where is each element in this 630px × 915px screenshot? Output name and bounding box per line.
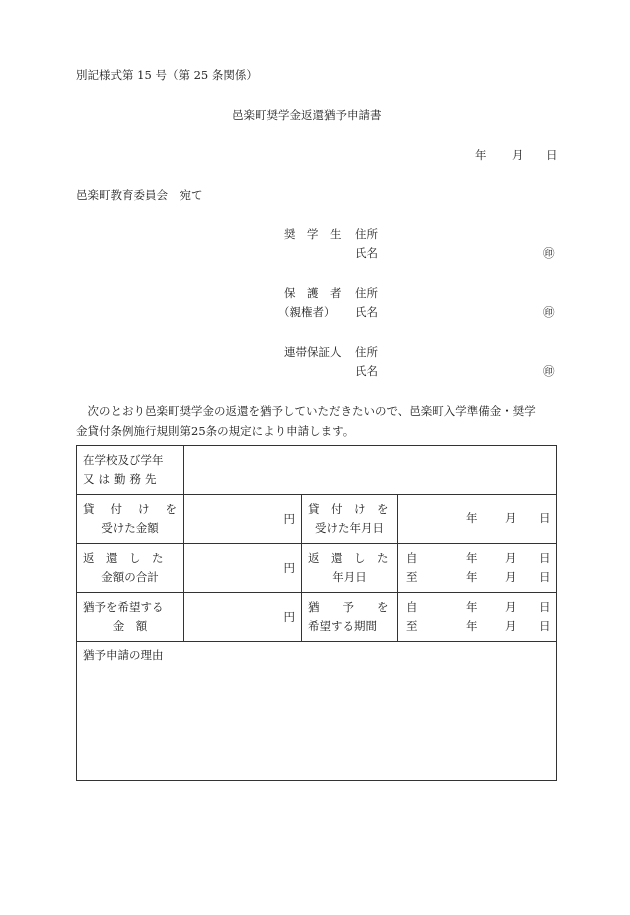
guarantor-role: 連帯保証人 (284, 345, 342, 359)
guarantor-seal-icon: ㊞ (543, 364, 555, 378)
repaid-from-year: 年 (466, 551, 478, 565)
reason-label: 猶予申請の理由 (83, 648, 164, 662)
guardian-seal-icon: ㊞ (543, 305, 555, 319)
defer-from-month: 月 (505, 600, 517, 614)
defer-to-day: 日 (539, 619, 551, 633)
reason-row (77, 642, 557, 781)
repaid-from-label: 自 (406, 551, 418, 565)
defer-to-year: 年 (466, 619, 478, 633)
guardian-role: 保 護 者 (284, 286, 342, 300)
repaid-date-label-1: 返 還 し た (308, 551, 389, 565)
loan-date-label-2: 受けた年月日 (315, 521, 384, 535)
loan-label-cell (77, 495, 184, 544)
defer-period-label-1: 猶 予 を (308, 600, 389, 614)
statement-line-2: 金貸付条例施行規則第25条の規定により申請します。 (76, 424, 355, 438)
guardian-role-sub: （親権者） (278, 305, 336, 319)
school-label-2: 又は勤務先 (83, 472, 161, 486)
addressee: 邑楽町教育委員会 宛て (76, 188, 203, 202)
repaid-date-label-cell (302, 544, 398, 593)
loan-date-label-cell (302, 495, 398, 544)
loan-date-label-1: 貸 付 け を (308, 502, 389, 516)
defer-row (77, 593, 557, 642)
loan-row (77, 495, 557, 544)
defer-to-month: 月 (505, 619, 517, 633)
school-label-cell (77, 446, 184, 495)
student-seal-icon: ㊞ (543, 246, 555, 260)
repaid-yen-unit: 円 (283, 561, 295, 575)
defer-yen-unit: 円 (283, 610, 295, 624)
repaid-amount-field[interactable] (184, 544, 302, 593)
repaid-to-day: 日 (539, 570, 551, 584)
repaid-to-month: 月 (505, 570, 517, 584)
repaid-to-label: 至 (406, 570, 418, 584)
date-year: 年 (475, 148, 487, 162)
loan-date-field[interactable] (398, 495, 557, 544)
repaid-row (77, 544, 557, 593)
reason-field[interactable] (77, 642, 557, 781)
student-address-label: 住所 (355, 227, 378, 241)
loan-date-day: 日 (539, 510, 551, 525)
date-month: 月 (512, 148, 524, 162)
student-name-label: 氏名 (355, 246, 378, 260)
defer-to-label: 至 (406, 619, 418, 633)
loan-date-month: 月 (505, 510, 517, 525)
defer-from-year: 年 (466, 600, 478, 614)
application-table (76, 445, 557, 781)
defer-label-2: 金 額 (112, 619, 148, 633)
date-day: 日 (546, 148, 558, 162)
repaid-from-month: 月 (505, 551, 517, 565)
repaid-from-day: 日 (539, 551, 551, 565)
guardian-address-label: 住所 (355, 286, 378, 300)
repaid-label-cell (77, 544, 184, 593)
repaid-to-year: 年 (466, 570, 478, 584)
repaid-label-2: 金額の合計 (101, 570, 159, 584)
loan-date-year: 年 (466, 510, 478, 525)
repaid-date-label-2: 年月日 (332, 570, 367, 584)
loan-yen-unit: 円 (283, 512, 295, 526)
student-role: 奨 学 生 (284, 227, 342, 241)
defer-from-label: 自 (406, 600, 418, 614)
repaid-date-field[interactable] (398, 544, 557, 593)
guardian-name-label: 氏名 (355, 305, 378, 319)
guarantor-address-label: 住所 (355, 345, 378, 359)
defer-period-field[interactable] (398, 593, 557, 642)
form-number: 別記様式第 15 号（第 25 条関係） (76, 68, 258, 82)
form-title: 邑楽町奨学金返還猶予申請書 (232, 108, 382, 122)
school-label-1: 在学校及び学年 (83, 453, 164, 467)
defer-from-day: 日 (539, 600, 551, 614)
school-row (77, 446, 557, 495)
loan-label-1: 貸 付 け を (83, 502, 177, 516)
school-input-field[interactable] (184, 446, 557, 495)
repaid-label-1: 返 還 し た (83, 551, 164, 565)
guarantor-name-label: 氏名 (355, 364, 378, 378)
defer-period-label-cell (302, 593, 398, 642)
defer-label-1: 猶予を希望する (83, 600, 164, 614)
loan-label-2: 受けた金額 (101, 521, 159, 535)
defer-period-label-2: 希望する期間 (308, 619, 377, 633)
statement-line-1: 次のとおり邑楽町奨学金の返還を猶予していただきたいので、邑楽町入学準備金・奨学 (76, 404, 536, 418)
loan-amount-field[interactable] (184, 495, 302, 544)
defer-label-cell (77, 593, 184, 642)
defer-amount-field[interactable] (184, 593, 302, 642)
